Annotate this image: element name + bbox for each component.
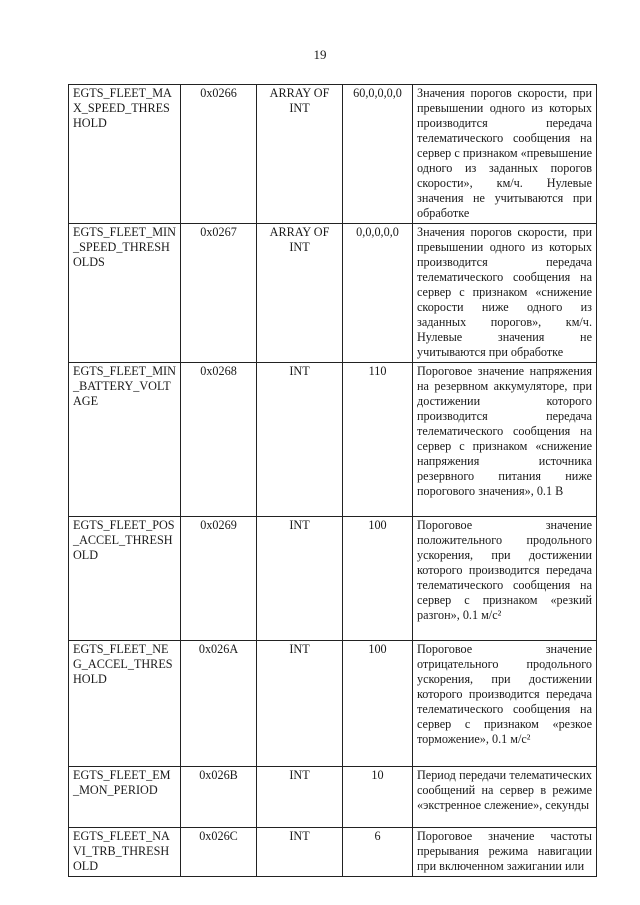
param-description: Значения порогов скорости, при превышении одного из которых производится передача телематического сообщения на сервер с признаком «снижение скорости ниже одного из заданных порогов», км/ч. Нулевые значения не учитываются при обработке (413, 224, 597, 363)
param-type: ARRAY OF INT (257, 85, 343, 224)
parameters-table (68, 84, 597, 877)
param-code: 0x0267 (181, 224, 257, 363)
param-name: EGTS_FLEET_NAVI_TRB_THRESHOLD (69, 828, 181, 877)
param-default: 6 (343, 828, 413, 877)
param-description: Период передачи телематических сообщений на сервер в режиме «экстренное слежение», секунды (413, 767, 597, 828)
table-row (69, 828, 597, 877)
param-default: 100 (343, 641, 413, 767)
param-type: INT (257, 641, 343, 767)
param-description: Пороговое значение напряжения на резервном аккумуляторе, при достижении которого производится передача телематического сообщения на сервер с признаком «снижение напряжения источника резервного питания ниже порогового значения», 0.1 В (413, 363, 597, 517)
param-default: 110 (343, 363, 413, 517)
param-type: INT (257, 767, 343, 828)
param-name: EGTS_FLEET_NEG_ACCEL_THRESHOLD (69, 641, 181, 767)
param-name: EGTS_FLEET_MIN_BATTERY_VOLTAGE (69, 363, 181, 517)
param-name: EGTS_FLEET_MIN_SPEED_THRESHOLDS (69, 224, 181, 363)
param-code: 0x026A (181, 641, 257, 767)
param-type: INT (257, 828, 343, 877)
param-code: 0x026C (181, 828, 257, 877)
param-code: 0x0266 (181, 85, 257, 224)
param-description: Пороговое значение частоты прерывания режима навигации при включенном зажигании или (413, 828, 597, 877)
param-description: Пороговое значение отрицательного продольного ускорения, при достижении которого производится передача телематического сообщения на сервер с признаком «резкое торможение», 0.1 м/с² (413, 641, 597, 767)
table-row (69, 767, 597, 828)
param-name: EGTS_FLEET_EM_MON_PERIOD (69, 767, 181, 828)
param-name: EGTS_FLEET_POS_ACCEL_THRESHOLD (69, 517, 181, 641)
param-default: 10 (343, 767, 413, 828)
param-name: EGTS_FLEET_MAX_SPEED_THRESHOLD (69, 85, 181, 224)
param-default: 0,0,0,0,0 (343, 224, 413, 363)
param-default: 60,0,0,0,0 (343, 85, 413, 224)
table-row (69, 641, 597, 767)
table-row (69, 363, 597, 517)
table-row (69, 224, 597, 363)
param-code: 0x026B (181, 767, 257, 828)
param-default: 100 (343, 517, 413, 641)
table-row (69, 517, 597, 641)
param-code: 0x0268 (181, 363, 257, 517)
table-row (69, 85, 597, 224)
param-type: INT (257, 363, 343, 517)
param-description: Значения порогов скорости, при превышении одного из которых производится передача телематического сообщения на сервер с признаком «превышение одного из заданных порогов скорости», км/ч. Нулевые значения не учитываются при обработке (413, 85, 597, 224)
param-type: ARRAY OF INT (257, 224, 343, 363)
page-number: 19 (313, 47, 327, 62)
param-description: Пороговое значение положительного продольного ускорения, при достижении которого производится передача телематического сообщения на сервер с признаком «резкий разгон», 0.1 м/с² (413, 517, 597, 641)
param-type: INT (257, 517, 343, 641)
param-code: 0x0269 (181, 517, 257, 641)
